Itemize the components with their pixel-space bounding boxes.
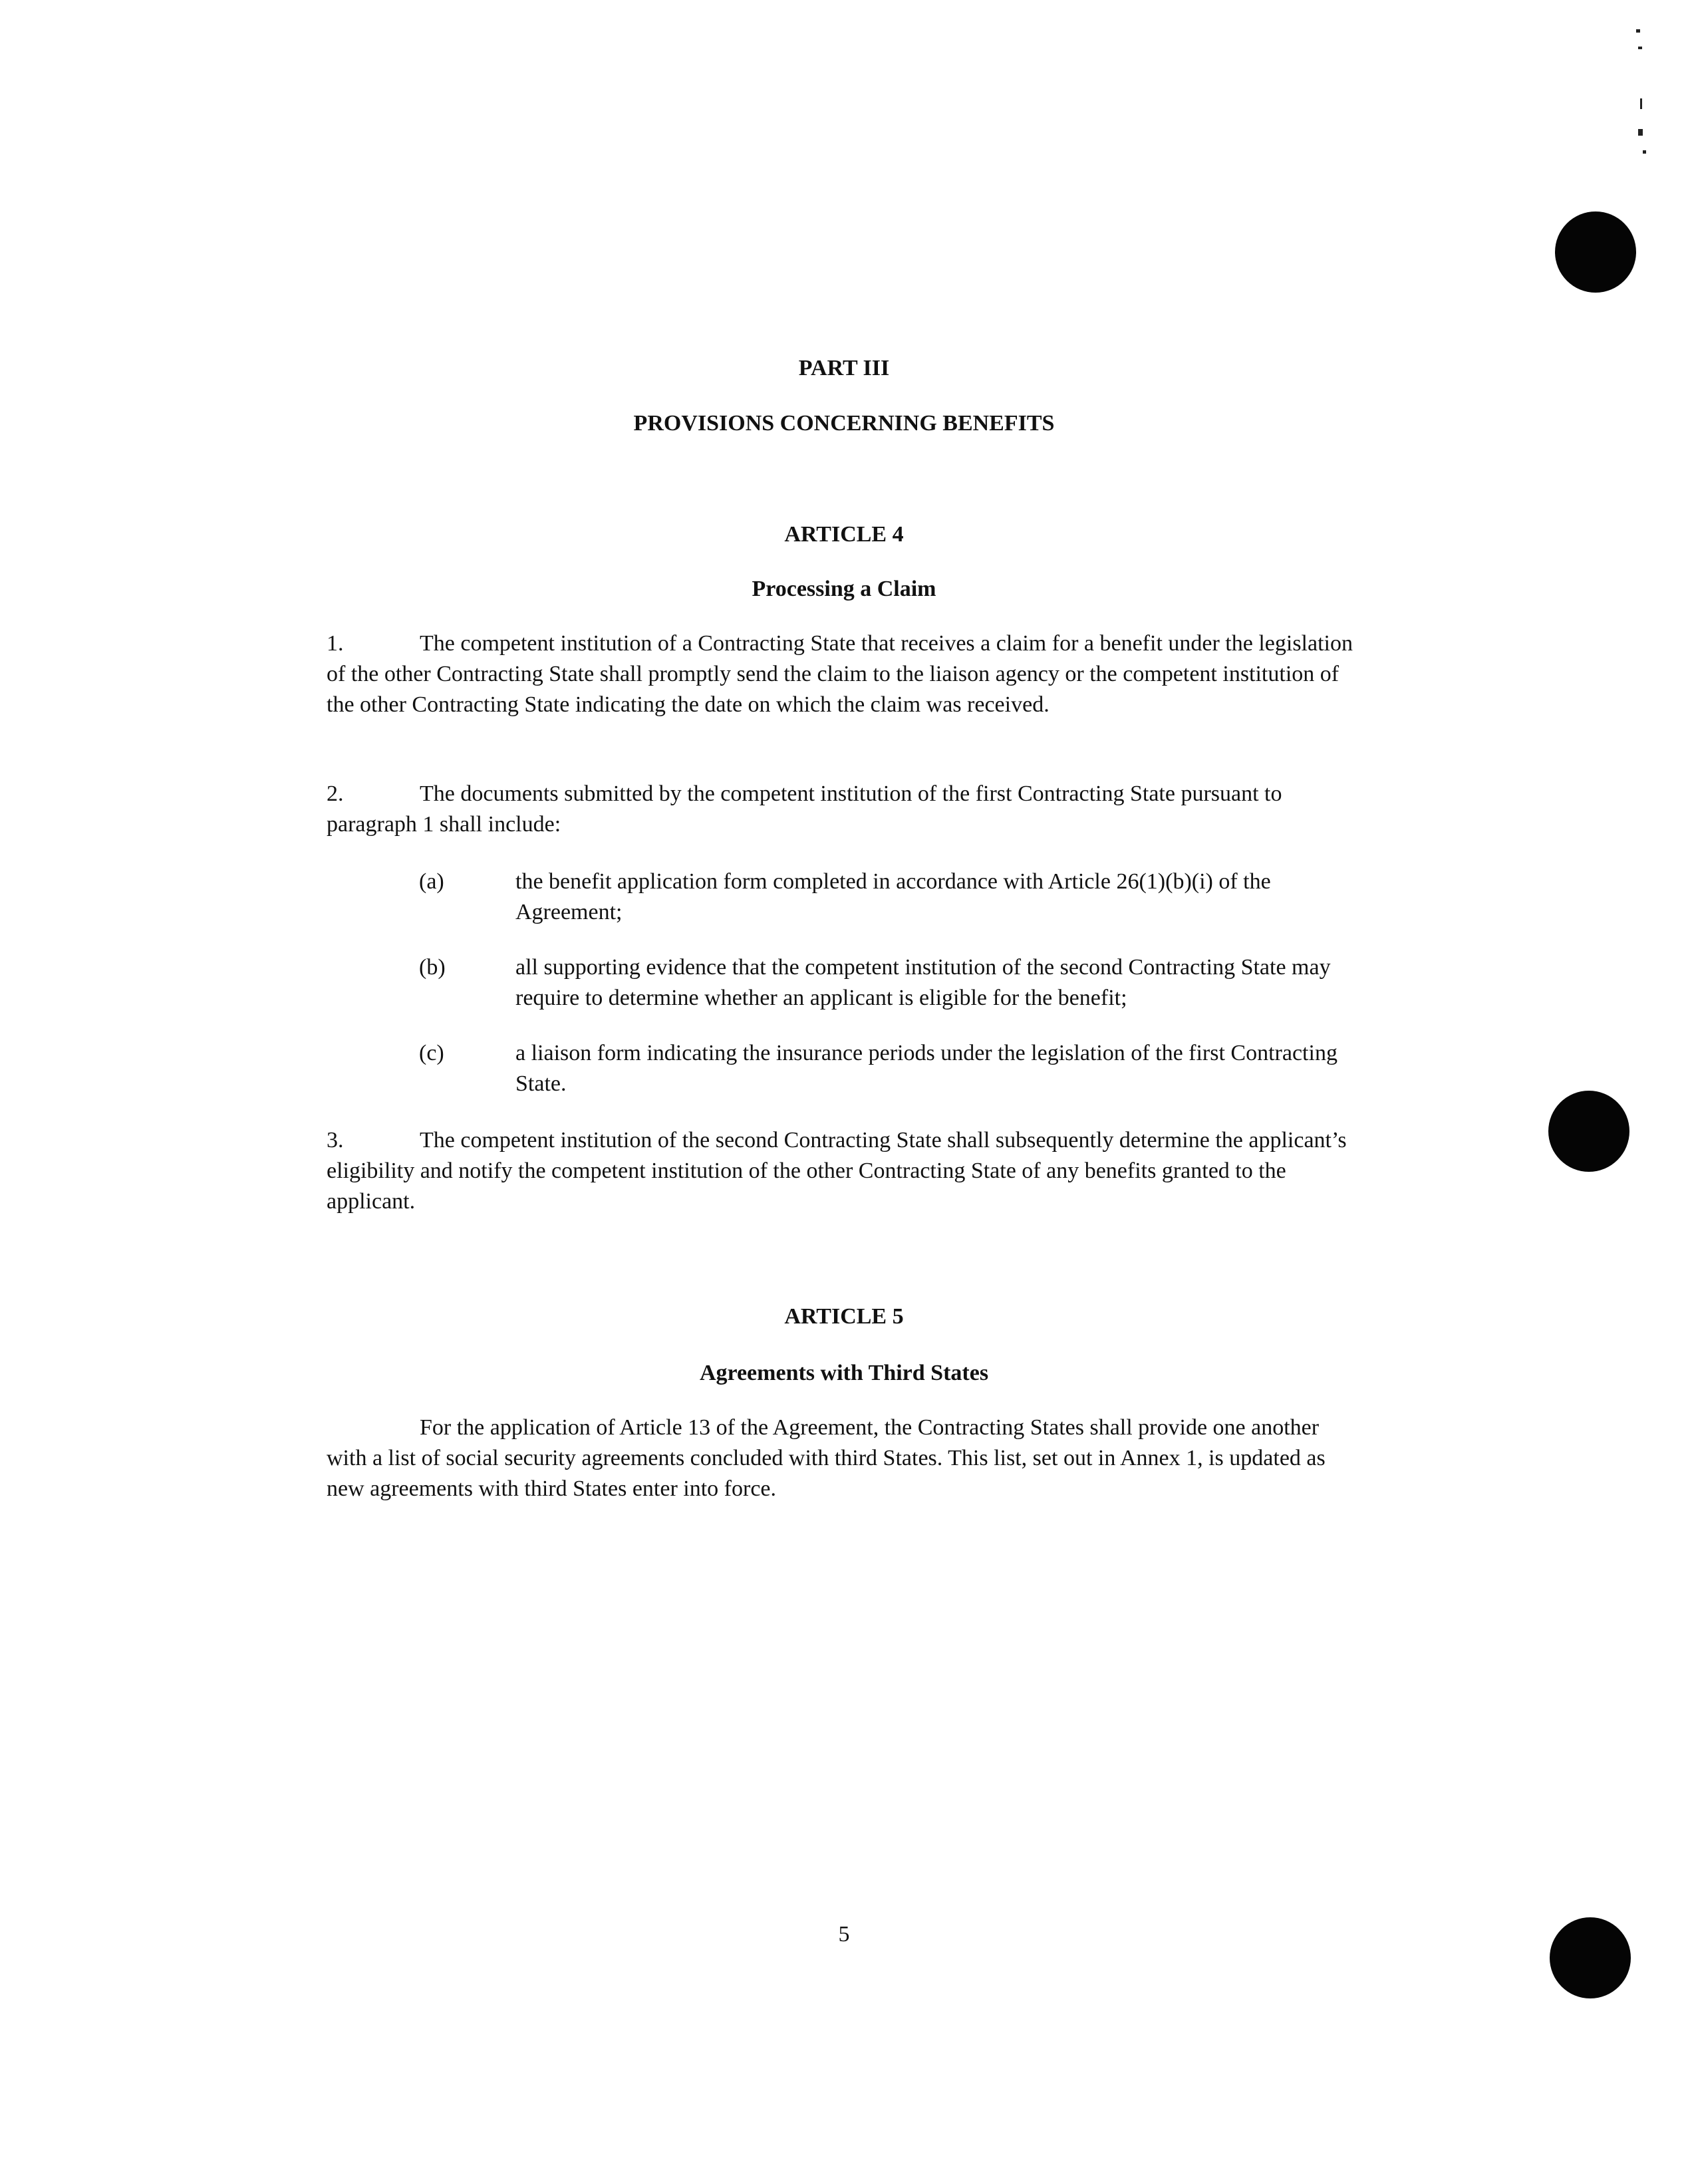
punch-hole-middle — [1548, 1091, 1629, 1172]
list-item-text: the benefit application form completed in accordance with Article 26(1)(b)(i) of the Agreement; — [515, 869, 1271, 924]
article-4-paragraph-1 — [327, 628, 1364, 720]
scan-speck — [1643, 150, 1646, 154]
paragraph-text: The documents submitted by the competent institution of the first Contracting State pursuant to paragraph 1 shall include: — [327, 781, 1282, 837]
article-4-heading: ARTICLE 4 — [784, 522, 904, 547]
punch-hole-top — [1555, 211, 1636, 293]
part-title: PART III — [798, 356, 890, 380]
article-5-heading: ARTICLE 5 — [784, 1304, 904, 1329]
page-number: 5 — [838, 1922, 850, 1947]
paragraph-number: 3. — [327, 1128, 344, 1153]
article-4-title: Processing a Claim — [752, 577, 936, 601]
paragraph-text: The competent institution of the second Contracting State shall subsequently determine the applicant’s eligibility and notify the competent institution of the other Contracting State of any benefits granted to the applicant. — [327, 1128, 1347, 1214]
list-item-label: (b) — [419, 955, 446, 980]
scan-speck — [1636, 29, 1640, 33]
part-subtitle: PROVISIONS CONCERNING BENEFITS — [633, 411, 1055, 436]
paragraph-text: For the application of Article 13 of the Agreement, the Contracting States shall provide one another with a list of social security agreements concluded with third States. This list, set out in Annex 1, is updated as new agreements with third States enter into force. — [327, 1415, 1326, 1501]
article-5-title: Agreements with Third States — [699, 1361, 989, 1385]
list-item-label: (c) — [419, 1041, 444, 1065]
article-4-paragraph-2 — [327, 779, 1364, 840]
article-4-paragraph-3 — [327, 1125, 1364, 1217]
paragraph-number: 2. — [327, 781, 344, 806]
paragraph-number: 1. — [327, 631, 344, 656]
list-item-text: a liaison form indicating the insurance periods under the legislation of the first Contracting State. — [515, 1041, 1337, 1096]
list-item-label: (a) — [419, 869, 444, 894]
article-5-paragraph — [327, 1413, 1364, 1504]
scan-speck — [1638, 47, 1642, 49]
paragraph-text: The competent institution of a Contracting State that receives a claim for a benefit under the legislation of the other Contracting State shall promptly send the claim to the liaison agency or the competent institution of the other Contracting State indicating the date on which the claim was received. — [327, 631, 1353, 717]
list-item-text: all supporting evidence that the competent institution of the second Contracting State may require to determine whether an applicant is eligible for the benefit; — [515, 955, 1331, 1010]
scan-speck — [1640, 98, 1642, 109]
scan-speck — [1638, 129, 1643, 136]
